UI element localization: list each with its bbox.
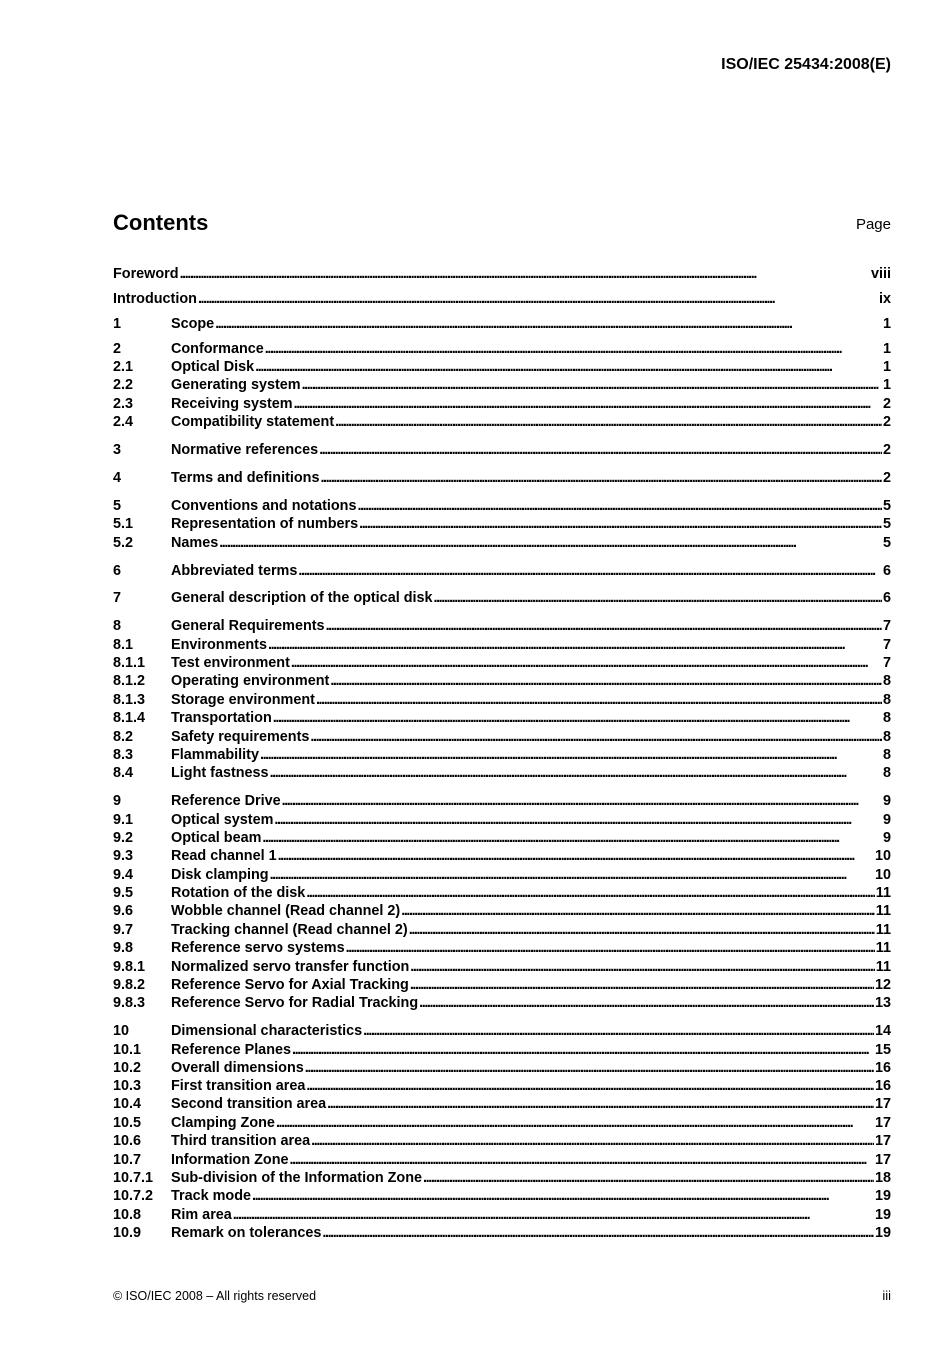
toc-entry[interactable] — [113, 1022, 891, 1040]
toc-entry[interactable] — [113, 847, 891, 865]
toc-entry-page: 16 — [874, 1078, 891, 1094]
toc-leader-dots — [233, 1206, 874, 1224]
toc-entry-title: Tracking channel (Read channel 2) — [171, 922, 408, 938]
toc-entry-title: Transportation — [171, 710, 272, 726]
toc-entry-number: 5.1 — [113, 516, 134, 532]
toc-entry-title: Normative references — [171, 442, 319, 458]
toc-entry-number: 9 — [113, 793, 122, 809]
toc-entry[interactable] — [113, 709, 891, 727]
toc-entry[interactable] — [113, 469, 891, 487]
toc-leader-dots — [219, 534, 882, 552]
contents-heading: Contents — [113, 210, 209, 235]
toc-leader-dots — [419, 994, 874, 1012]
toc-entry-number: 2.2 — [113, 377, 134, 393]
toc-leader-dots — [330, 672, 882, 690]
toc-entry-number: 10.7.1 — [113, 1170, 154, 1186]
toc-entry-title: Rim area — [171, 1207, 232, 1223]
toc-leader-dots — [316, 691, 882, 709]
toc-entry-page: 17 — [874, 1133, 891, 1149]
toc-entry-title: Generating system — [171, 377, 301, 393]
toc-entry[interactable] — [113, 902, 891, 920]
toc-entry-number: 10.4 — [113, 1096, 142, 1112]
toc-entry-page: 19 — [874, 1188, 891, 1204]
toc-entry[interactable] — [113, 958, 891, 976]
toc-entry-number: 10.3 — [113, 1078, 142, 1094]
toc-entry-number: 10.5 — [113, 1115, 142, 1131]
toc-leader-dots — [326, 617, 882, 635]
toc-entry-title: Track mode — [171, 1188, 251, 1204]
toc-leader-dots — [346, 939, 875, 957]
toc-entry-number: 6 — [113, 563, 122, 579]
toc-entry-title: Third transition area — [171, 1133, 311, 1149]
toc-leader-dots — [298, 562, 882, 580]
toc-entry-title: Compatibility statement — [171, 414, 335, 430]
toc-entry-number: 9.7 — [113, 922, 134, 938]
toc-entry-number: 9.4 — [113, 867, 134, 883]
toc-entry-title: Information Zone — [171, 1152, 289, 1168]
toc-entry[interactable] — [113, 617, 891, 635]
toc-entry-title: Names — [171, 535, 219, 551]
toc-leader-dots — [273, 709, 882, 727]
toc-leader-dots — [423, 1169, 874, 1187]
toc-leader-dots — [306, 884, 874, 902]
toc-leader-dots — [410, 958, 874, 976]
toc-entry-page: 16 — [874, 1060, 891, 1076]
toc-entry[interactable] — [113, 994, 891, 1012]
toc-entry[interactable] — [113, 866, 891, 884]
toc-entry-page: 8 — [882, 765, 891, 781]
toc-entry-page: 5 — [882, 516, 891, 532]
toc-entry[interactable] — [113, 1169, 891, 1187]
toc-entry-number: 2 — [113, 341, 122, 357]
toc-entry-page: 1 — [882, 341, 891, 357]
toc-entry-title: Sub-division of the Information Zone — [171, 1170, 423, 1186]
toc-entry-number: 10.2 — [113, 1060, 142, 1076]
toc-entry[interactable] — [113, 515, 891, 533]
toc-entry-page: 11 — [875, 959, 891, 975]
toc-entry-number: 9.8.2 — [113, 977, 146, 993]
toc-entry-title: Test environment — [171, 655, 290, 671]
toc-leader-dots — [255, 358, 882, 376]
toc-entry-number: 8.1.1 — [113, 655, 146, 671]
toc-leader-dots — [268, 636, 882, 654]
toc-entry[interactable] — [113, 534, 891, 552]
toc-entry-title: Clamping Zone — [171, 1115, 275, 1131]
page-number: iii — [882, 1288, 891, 1303]
toc-leader-dots — [292, 1041, 874, 1059]
toc-leader-dots — [278, 847, 874, 865]
toc-entry-title: Foreword — [113, 266, 179, 282]
toc-entry-title: Disk clamping — [171, 867, 269, 883]
toc-entry[interactable] — [113, 1151, 891, 1169]
toc-entry[interactable] — [113, 290, 891, 308]
toc-entry-number: 10.8 — [113, 1207, 142, 1223]
toc-entry-title: Conformance — [171, 341, 264, 357]
toc-entry[interactable] — [113, 340, 891, 358]
toc-leader-dots — [335, 413, 882, 431]
toc-entry-number: 10.1 — [113, 1042, 142, 1058]
toc-entry[interactable] — [113, 746, 891, 764]
toc-entry[interactable] — [113, 441, 891, 459]
toc-entry-number: 8.1.2 — [113, 673, 146, 689]
toc-entry-page: 8 — [882, 729, 891, 745]
toc-leader-dots — [302, 376, 882, 394]
toc-entry-page: 7 — [882, 618, 891, 634]
toc-entry[interactable] — [113, 1187, 891, 1205]
toc-leader-dots — [276, 1114, 874, 1132]
toc-entry-page: 1 — [882, 377, 891, 393]
toc-entry-number: 8.4 — [113, 765, 134, 781]
toc-leader-dots — [274, 811, 882, 829]
toc-entry-title: Light fastness — [171, 765, 269, 781]
toc-leader-dots — [305, 1059, 874, 1077]
toc-entry[interactable] — [113, 315, 891, 333]
toc-entry-title: Second transition area — [171, 1096, 327, 1112]
toc-leader-dots — [359, 515, 882, 533]
toc-entry[interactable] — [113, 1041, 891, 1059]
toc-entry[interactable] — [113, 395, 891, 413]
toc-entry-title: Storage environment — [171, 692, 315, 708]
toc-leader-dots — [410, 976, 874, 994]
toc-leader-dots — [270, 866, 874, 884]
copyright-notice: © ISO/IEC 2008 – All rights reserved — [113, 1289, 317, 1303]
toc-leader-dots — [282, 792, 882, 810]
toc-entry-page: 11 — [875, 922, 891, 938]
toc-entry-page: 1 — [882, 359, 891, 375]
toc-entry-number: 4 — [113, 470, 122, 486]
toc-entry-page: 2 — [882, 442, 891, 458]
toc-entry-number: 9.8.3 — [113, 995, 146, 1011]
toc-entry-page: 7 — [882, 637, 891, 653]
toc-entry[interactable] — [113, 358, 891, 376]
toc-leader-dots — [357, 497, 882, 515]
toc-entry-title: Overall dimensions — [171, 1060, 304, 1076]
toc-entry-page: 6 — [882, 590, 891, 606]
toc-entry-title: Representation of numbers — [171, 516, 359, 532]
toc-entry[interactable] — [113, 811, 891, 829]
toc-entry-number: 10 — [113, 1023, 130, 1039]
toc-entry-page: 11 — [875, 885, 891, 901]
toc-entry-page: 9 — [882, 830, 891, 846]
toc-entry-number: 10.9 — [113, 1225, 142, 1241]
toc-entry-number: 8.1.4 — [113, 710, 146, 726]
toc-leader-dots — [319, 441, 882, 459]
toc-entry-page: 5 — [882, 498, 891, 514]
toc-entry-title: Receiving system — [171, 396, 293, 412]
toc-leader-dots — [363, 1022, 874, 1040]
toc-entry-title: Operating environment — [171, 673, 330, 689]
toc-entry-page: 12 — [874, 977, 891, 993]
toc-entry[interactable] — [113, 265, 891, 283]
toc-entry[interactable] — [113, 1114, 891, 1132]
toc-entry-title: Reference servo systems — [171, 940, 345, 956]
toc-entry[interactable] — [113, 636, 891, 654]
toc-entry-title: Abbreviated terms — [171, 563, 298, 579]
toc-entry-title: Scope — [171, 316, 215, 332]
toc-entry-page: 17 — [874, 1096, 891, 1112]
toc-entry-page: 5 — [882, 535, 891, 551]
toc-entry-title: Safety requirements — [171, 729, 310, 745]
toc-entry-number: 10.7.2 — [113, 1188, 154, 1204]
toc-entry-page: 8 — [882, 710, 891, 726]
toc-leader-dots — [270, 764, 882, 782]
toc-entry-number: 5 — [113, 498, 122, 514]
toc-entry-page: 19 — [874, 1207, 891, 1223]
toc-leader-dots — [401, 902, 875, 920]
toc-entry-page: 6 — [882, 563, 891, 579]
toc-entry-page: 10 — [874, 848, 891, 864]
toc-entry-title: Wobble channel (Read channel 2) — [171, 903, 401, 919]
toc-entry-page: 13 — [874, 995, 891, 1011]
toc-entry-page: 17 — [874, 1115, 891, 1131]
toc-entry-title: Rotation of the disk — [171, 885, 306, 901]
toc-entry-number: 8 — [113, 618, 122, 634]
toc-entry-number: 9.2 — [113, 830, 134, 846]
toc-entry[interactable] — [113, 654, 891, 672]
toc-entry-title: First transition area — [171, 1078, 306, 1094]
toc-entry[interactable] — [113, 829, 891, 847]
toc-entry[interactable] — [113, 672, 891, 690]
toc-entry[interactable] — [113, 764, 891, 782]
toc-leader-dots — [265, 340, 882, 358]
toc-leader-dots — [409, 921, 875, 939]
document-id: ISO/IEC 25434:2008(E) — [721, 56, 891, 73]
toc-entry-number: 2.1 — [113, 359, 134, 375]
toc-leader-dots — [180, 265, 870, 283]
toc-leader-dots — [322, 1224, 874, 1242]
toc-leader-dots — [290, 1151, 874, 1169]
toc-entry-title: Introduction — [113, 291, 197, 307]
toc-entry-page: 9 — [882, 812, 891, 828]
toc-entry-title: Optical Disk — [171, 359, 255, 375]
toc-entry-title: Reference Drive — [171, 793, 281, 809]
toc-leader-dots — [262, 829, 882, 847]
toc-entry[interactable] — [113, 1224, 891, 1242]
toc-leader-dots — [260, 746, 882, 764]
toc-entry[interactable] — [113, 1077, 891, 1095]
toc-entry-page: 2 — [882, 396, 891, 412]
toc-entry-number: 9.1 — [113, 812, 134, 828]
toc-entry-number: 3 — [113, 442, 122, 458]
page-column-label: Page — [855, 216, 891, 233]
toc-entry-number: 9.5 — [113, 885, 134, 901]
toc-entry-number: 9.6 — [113, 903, 134, 919]
toc-entry-number: 10.6 — [113, 1133, 142, 1149]
toc-entry-number: 2.4 — [113, 414, 134, 430]
toc-entry[interactable] — [113, 884, 891, 902]
toc-entry-title: Reference Servo for Radial Tracking — [171, 995, 419, 1011]
toc-leader-dots — [310, 728, 882, 746]
toc-leader-dots — [215, 315, 882, 333]
toc-entry[interactable] — [113, 376, 891, 394]
toc-leader-dots — [291, 654, 882, 672]
toc-leader-dots — [311, 1132, 874, 1150]
toc-entry-page: 10 — [874, 867, 891, 883]
toc-entry-title: Optical system — [171, 812, 274, 828]
toc-entry-title: General description of the optical disk — [171, 590, 433, 606]
toc-entry-number: 5.2 — [113, 535, 134, 551]
toc-entry-number: 9.8.1 — [113, 959, 146, 975]
toc-entry-number: 8.3 — [113, 747, 134, 763]
toc-entry-page: 19 — [874, 1225, 891, 1241]
toc-leader-dots — [294, 395, 882, 413]
toc-entry-number: 1 — [113, 316, 122, 332]
toc-entry[interactable] — [113, 1095, 891, 1113]
toc-entry-title: Optical beam — [171, 830, 262, 846]
toc-entry-page: 2 — [882, 470, 891, 486]
toc-entry[interactable] — [113, 589, 891, 607]
toc-entry[interactable] — [113, 691, 891, 709]
toc-leader-dots — [306, 1077, 874, 1095]
toc-entry-page: 14 — [874, 1023, 891, 1039]
toc-entry-title: Terms and definitions — [171, 470, 320, 486]
toc-entry-page: 17 — [874, 1152, 891, 1168]
toc-entry[interactable] — [113, 976, 891, 994]
toc-entry[interactable] — [113, 562, 891, 580]
toc-leader-dots — [252, 1187, 874, 1205]
toc-entry[interactable] — [113, 939, 891, 957]
toc-entry-title: Remark on tolerances — [171, 1225, 322, 1241]
toc-leader-dots — [198, 290, 878, 308]
toc-entry[interactable] — [113, 413, 891, 431]
toc-entry[interactable] — [113, 1059, 891, 1077]
toc-entry-page: viii — [871, 266, 891, 282]
toc-entry-page: 9 — [882, 793, 891, 809]
toc-entry-number: 8.1.3 — [113, 692, 146, 708]
toc-entry-title: Normalized servo transfer function — [171, 959, 410, 975]
toc-entry-number: 8.2 — [113, 729, 134, 745]
toc-entry-page: 7 — [882, 655, 891, 671]
toc-entry[interactable] — [113, 1206, 891, 1224]
toc-leader-dots — [327, 1095, 874, 1113]
toc-entry-title: General Requirements — [171, 618, 325, 634]
toc-entry-title: Read channel 1 — [171, 848, 277, 864]
toc-entry[interactable] — [113, 497, 891, 515]
toc-entry-number: 10.7 — [113, 1152, 142, 1168]
toc-leader-dots — [320, 469, 882, 487]
toc-entry-page: ix — [878, 291, 891, 307]
toc-entry-page: 8 — [882, 692, 891, 708]
toc-leader-dots — [433, 589, 882, 607]
toc-entry-number: 8.1 — [113, 637, 134, 653]
toc-entry[interactable] — [113, 921, 891, 939]
toc-entry-number: 9.3 — [113, 848, 134, 864]
toc-entry-number: 2.3 — [113, 396, 134, 412]
toc-entry-number: 7 — [113, 590, 122, 606]
toc-entry-page: 8 — [882, 747, 891, 763]
toc-entry[interactable] — [113, 728, 891, 746]
toc-entry-title: Reference Planes — [171, 1042, 291, 1058]
toc-entry-page: 8 — [882, 673, 891, 689]
toc-entry-title: Environments — [171, 637, 267, 653]
toc-entry[interactable] — [113, 1132, 891, 1150]
toc-entry-title: Reference Servo for Axial Tracking — [171, 977, 409, 993]
toc-entry-page: 11 — [875, 903, 891, 919]
toc-entry-title: Dimensional characteristics — [171, 1023, 363, 1039]
toc-entry-page: 15 — [874, 1042, 891, 1058]
toc-entry-page: 1 — [882, 316, 891, 332]
toc-entry-page: 2 — [882, 414, 891, 430]
toc-entry-number: 9.8 — [113, 940, 134, 956]
toc-entry-page: 18 — [874, 1170, 891, 1186]
toc-entry-title: Flammability — [171, 747, 259, 763]
toc-entry-title: Conventions and notations — [171, 498, 357, 514]
toc-entry[interactable] — [113, 792, 891, 810]
toc-entry-page: 11 — [875, 940, 891, 956]
